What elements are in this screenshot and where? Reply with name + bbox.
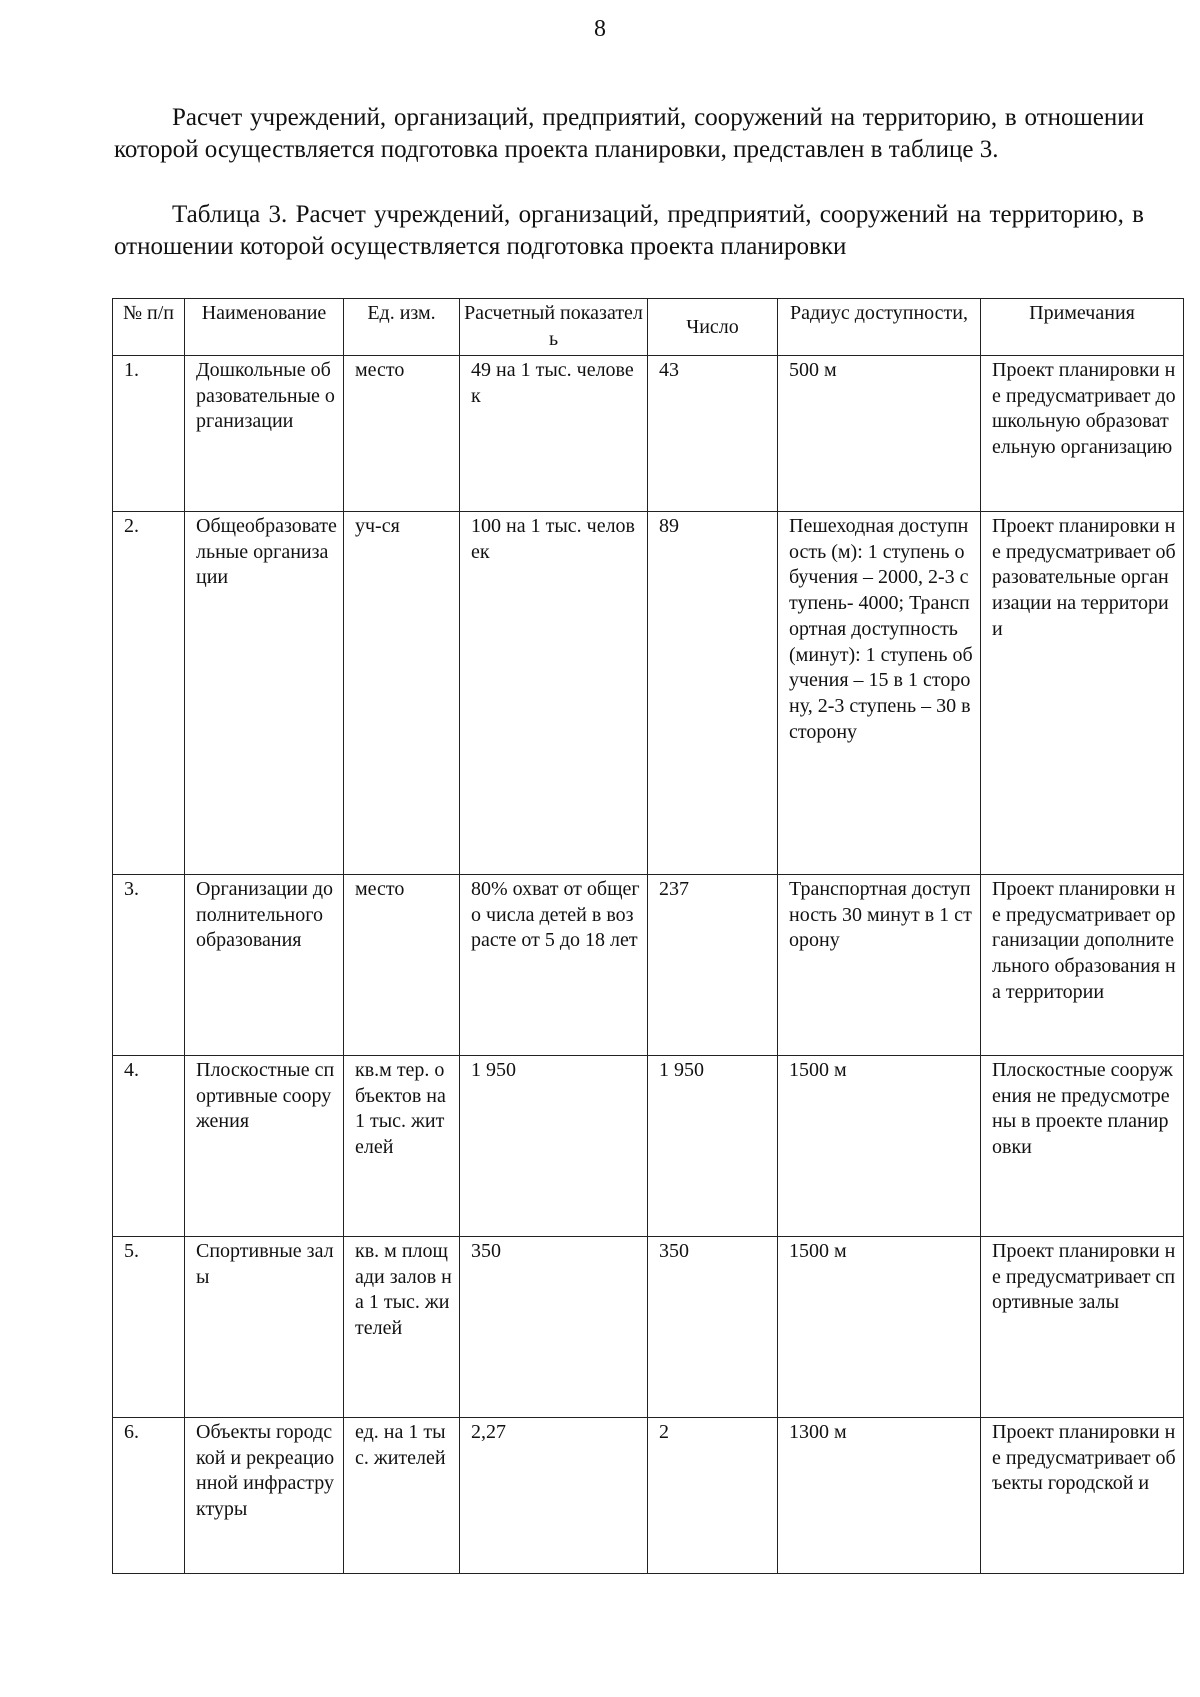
cell-count: 350 xyxy=(648,1237,778,1418)
cell-count: 89 xyxy=(648,512,778,875)
table-row xyxy=(113,1418,1184,1574)
table-row xyxy=(113,356,1184,512)
cell-unit: кв. м площади залов на 1 тыс. жителей xyxy=(344,1237,460,1418)
cell-radius: 1300 м xyxy=(778,1418,981,1574)
cell-radius: 1500 м xyxy=(778,1237,981,1418)
cell-number: 1. xyxy=(113,356,185,512)
cell-number: 4. xyxy=(113,1056,185,1237)
cell-notes: Проект планировки не предусматривает объекты городской и xyxy=(981,1418,1184,1574)
cell-unit: кв.м тер. объектов на 1 тыс. жителей xyxy=(344,1056,460,1237)
cell-indicator: 100 на 1 тыс. человек xyxy=(460,512,648,875)
cell-radius: 1500 м xyxy=(778,1056,981,1237)
cell-notes: Проект планировки не предусматривает организации дополнительного образования на территории xyxy=(981,875,1184,1056)
cell-indicator: 2,27 xyxy=(460,1418,648,1574)
table-row xyxy=(113,1237,1184,1418)
header-radius: Радиус доступности, xyxy=(778,299,981,356)
table-caption: Таблица 3. Расчет учреждений, организаций, предприятий, сооружений на территорию, в отношении которой осуществляется подготовка проекта планировки xyxy=(114,201,1144,260)
cell-name: Объекты городской и рекреационной инфраструктуры xyxy=(185,1418,344,1574)
table-row xyxy=(113,1056,1184,1237)
cell-notes: Проект планировки не предусматривает спортивные залы xyxy=(981,1237,1184,1418)
cell-count: 2 xyxy=(648,1418,778,1574)
table-row xyxy=(113,875,1184,1056)
cell-name: Плоскостные спортивные сооружения xyxy=(185,1056,344,1237)
cell-indicator: 49 на 1 тыс. человек xyxy=(460,356,648,512)
cell-indicator: 350 xyxy=(460,1237,648,1418)
cell-radius: Пешеходная доступность (м): 1 ступень обучения – 2000, 2-3 ступень- 4000; Транспортная доступность (минут): 1 ступень обучения – 15 в 1 сторону, 2-3 ступень – 30 в сторону xyxy=(778,512,981,875)
header-unit: Ед. изм. xyxy=(344,299,460,356)
cell-indicator: 80% охват от общего числа детей в возрасте от 5 до 18 лет xyxy=(460,875,648,1056)
cell-number: 6. xyxy=(113,1418,185,1574)
cell-indicator: 1 950 xyxy=(460,1056,648,1237)
table-header-row xyxy=(113,299,1184,356)
table-row xyxy=(113,512,1184,875)
page-number: 8 xyxy=(594,16,606,42)
header-name: Наименование xyxy=(185,299,344,356)
cell-name: Организации дополнительного образования xyxy=(185,875,344,1056)
cell-notes: Проект планировки не предусматривает образовательные организации на территории xyxy=(981,512,1184,875)
calculation-table xyxy=(112,298,1184,1574)
cell-count: 43 xyxy=(648,356,778,512)
cell-unit: уч-ся xyxy=(344,512,460,875)
cell-radius: Транспортная доступность 30 минут в 1 сторону xyxy=(778,875,981,1056)
cell-number: 5. xyxy=(113,1237,185,1418)
cell-unit: место xyxy=(344,356,460,512)
cell-notes: Проект планировки не предусматривает дошкольную образовательную организацию xyxy=(981,356,1184,512)
cell-number: 2. xyxy=(113,512,185,875)
cell-notes: Плоскостные сооружения не предусмотрены в проекте планировки xyxy=(981,1056,1184,1237)
cell-unit: ед. на 1 тыс. жителей xyxy=(344,1418,460,1574)
header-count: Число xyxy=(648,299,778,356)
cell-name: Дошкольные образовательные организации xyxy=(185,356,344,512)
cell-radius: 500 м xyxy=(778,356,981,512)
cell-number: 3. xyxy=(113,875,185,1056)
cell-name: Спортивные залы xyxy=(185,1237,344,1418)
intro-paragraph: Расчет учреждений, организаций, предприятий, сооружений на территорию, в отношении которой осуществляется подготовка проекта планировки, представлен в таблице 3. xyxy=(114,104,1144,163)
header-indicator: Расчетный показатель xyxy=(460,299,648,356)
cell-count: 237 xyxy=(648,875,778,1056)
cell-unit: место xyxy=(344,875,460,1056)
cell-count: 1 950 xyxy=(648,1056,778,1237)
header-notes: Примечания xyxy=(981,299,1184,356)
cell-name: Общеобразовательные организации xyxy=(185,512,344,875)
header-number: № п/п xyxy=(113,299,185,356)
